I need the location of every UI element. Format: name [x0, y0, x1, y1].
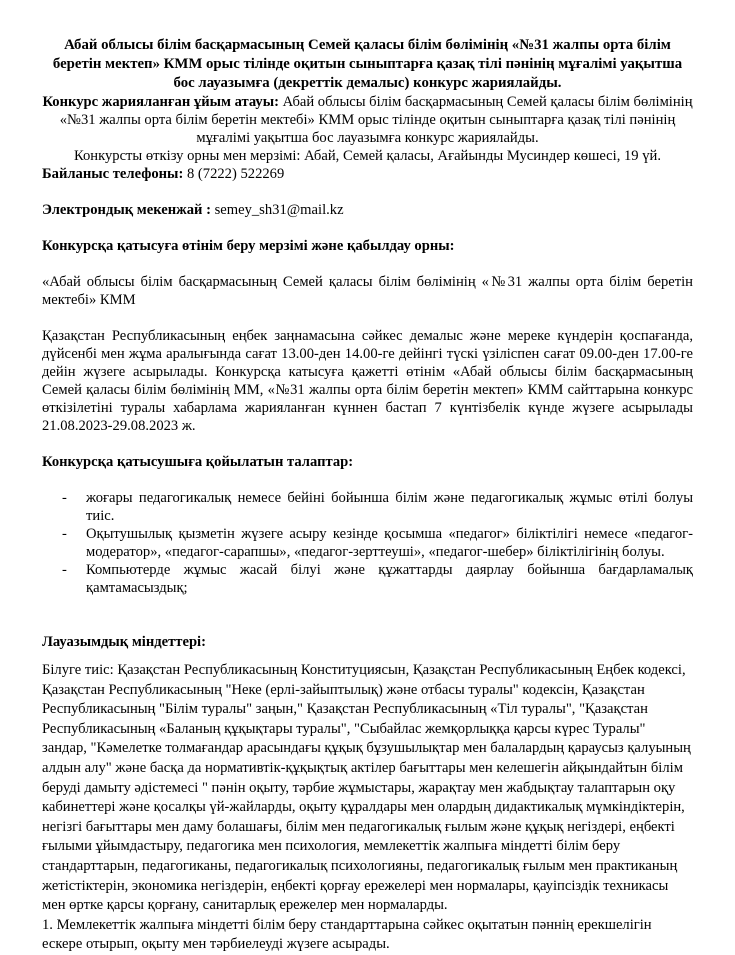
application-org: «Абай облысы білім басқармасының Семей қаласы білім бөлімінің «№31 жалпы орта білім беретін мектебі» КММ — [42, 274, 693, 308]
duties-heading: Лауазымдық міндеттері: — [42, 634, 206, 650]
application-terms: Қазақстан Республикасының еңбек заңнамасына сәйкес демалыс және мереке күндерін қоспағанда, дүйсенбі мен жұма аралығында сағат 13.00-ден 14.00-ге дейінгі түскі үзіліспен сағат 09.00-ден 17.00-ге дейін жүзеге асырылады. Конкурсқа катысуға қажетті өтінім «Абай облысы білім басқармасының Семей қаласы білім бөлімінің ММ, «№31 жалпы орта білім беретін мектеп» КММ сайттарына конкурс өткізілетіні туралы хабарлама жарияланған күннен бастап 7 күнтізбелік күнде жүзеге асырылады 21.08.2023-29.08.2023 ж. — [42, 328, 693, 434]
duties-item: 1. Мемлекеттік жалпыға міндетті білім беру стандарттарына сәйкес оқытатын пәннің ерекшелігін ескере отырып, оқыту мен тәрбиелеуді жүзеге асырады. — [42, 916, 652, 953]
duties-text: Білуге тиіс: Қазақстан Республикасының Конституциясын, Қазақстан Республикасының Еңбек кодексі, Қазақстан Республикасының "Неке (ерлі-зайыптылық) және отбасы туралы" кодексін, Қазақстан Республикасының "Білім туралы" заңын," Қазақстан Республикасының «Тіл туралы", "Қазақстан Республикасының «Баланың құқықтары туралы", "Сыбайлас жемқорлыққа қарсы күрес Туралы" зандар, "Кәмелетке толмағандар арасындағы құқық бұзушылықтар мен балалардың қараусыз қалуының алдын алу" және басқа да нормативтік-құқықтық актілер бағыттары мен келешегін айқындайтын білім беруді дамыту әдістемесі " пәнін оқыту, тәрбие жұмыстары, жарақтау мен жабдықтау талаптарын оқу кабинеттері және қосалқы үй-жайларды, оқыту құралдары мен олардың дидактикалық мүмкіндіктерін, негізгі бағыттары мен даму болашағы, білім мен педагогикалық ғылым және құқық негіздері, еңбекті ғылыми ұйымдастыру, педагогика мен психология, мемлекеттік жалпыға міндетті білім беру стандарттарын, педагогиканы, педагогикалық психологияны, педагогикалық ғылым мен практиканың жетістіктерін, экономика негіздерін, еңбекті қорғау ережелері мен нормалары, қауіпсіздік техникасы мен өртке қарсы қорғану, санитарлық ережелер мен нормаларды. — [42, 662, 691, 914]
phone-label: Байланыс телефоны: — [42, 166, 184, 182]
requirements-heading: Конкурсқа қатысушыға қойылатын талаптар: — [42, 454, 354, 470]
organizer-label: Конкурс жарияланған ұйым атауы: — [42, 94, 279, 110]
phone-line — [42, 165, 693, 183]
requirement-item: - Оқытушылық қызметін жүзеге асыру кезінде қосымша «педагог» біліктілігі немесе «педагог-модератор», «педагог-сарапшы», «педагог-зерттеуші», «педагог-шебер» біліктілігінің болуы. — [62, 525, 693, 561]
document-page — [42, 36, 693, 955]
organizer-value: Абай облысы білім басқармасының Семей қаласы білім бөлімінің «№31 жалпы орта білім беретін мектебі» КММ орыс тілінде оқитын сыныптарға қазақ тілі пәнінің мұғалімі уақытша бос лауазымға конкурс жариялайды. — [59, 94, 693, 146]
requirement-item: - жоғары педагогикалық немесе бейіні бойынша білім және педагогикалық жұмыс өтілі болуы тиіс. — [62, 489, 693, 525]
venue-line: Конкурсты өткізу орны мен мерзімі: Абай, Семей қаласы, Ағайынды Мусиндер көшесі, 19 үй. — [73, 148, 661, 164]
organizer-line — [42, 93, 693, 147]
email-label: Электрондық мекенжай : — [42, 202, 211, 218]
phone-value: 8 (7222) 522269 — [186, 166, 285, 182]
requirement-item: - Компьютерде жұмыс жасай білуі және құжаттарды даярлау бойынша бағдарламалық қамтамасыздық; — [62, 561, 693, 597]
application-heading: Конкурсқа қатысуға өтінім беру мерзімі және қабылдау орны: — [42, 238, 455, 254]
requirements-list — [42, 489, 693, 597]
announcement-title: Абай облысы білім басқармасының Семей қаласы білім бөлімінің «№31 жалпы орта білім беретін мектеп» КММ орыс тілінде оқитын сыныптарға қазақ тілі пәнінің мұғалімі уақытша бос лауазымға (декреттік демалыс) конкурс жариялайды. — [52, 37, 683, 91]
email-line — [42, 201, 693, 219]
email-value: semey_sh31@mail.kz — [214, 202, 344, 218]
